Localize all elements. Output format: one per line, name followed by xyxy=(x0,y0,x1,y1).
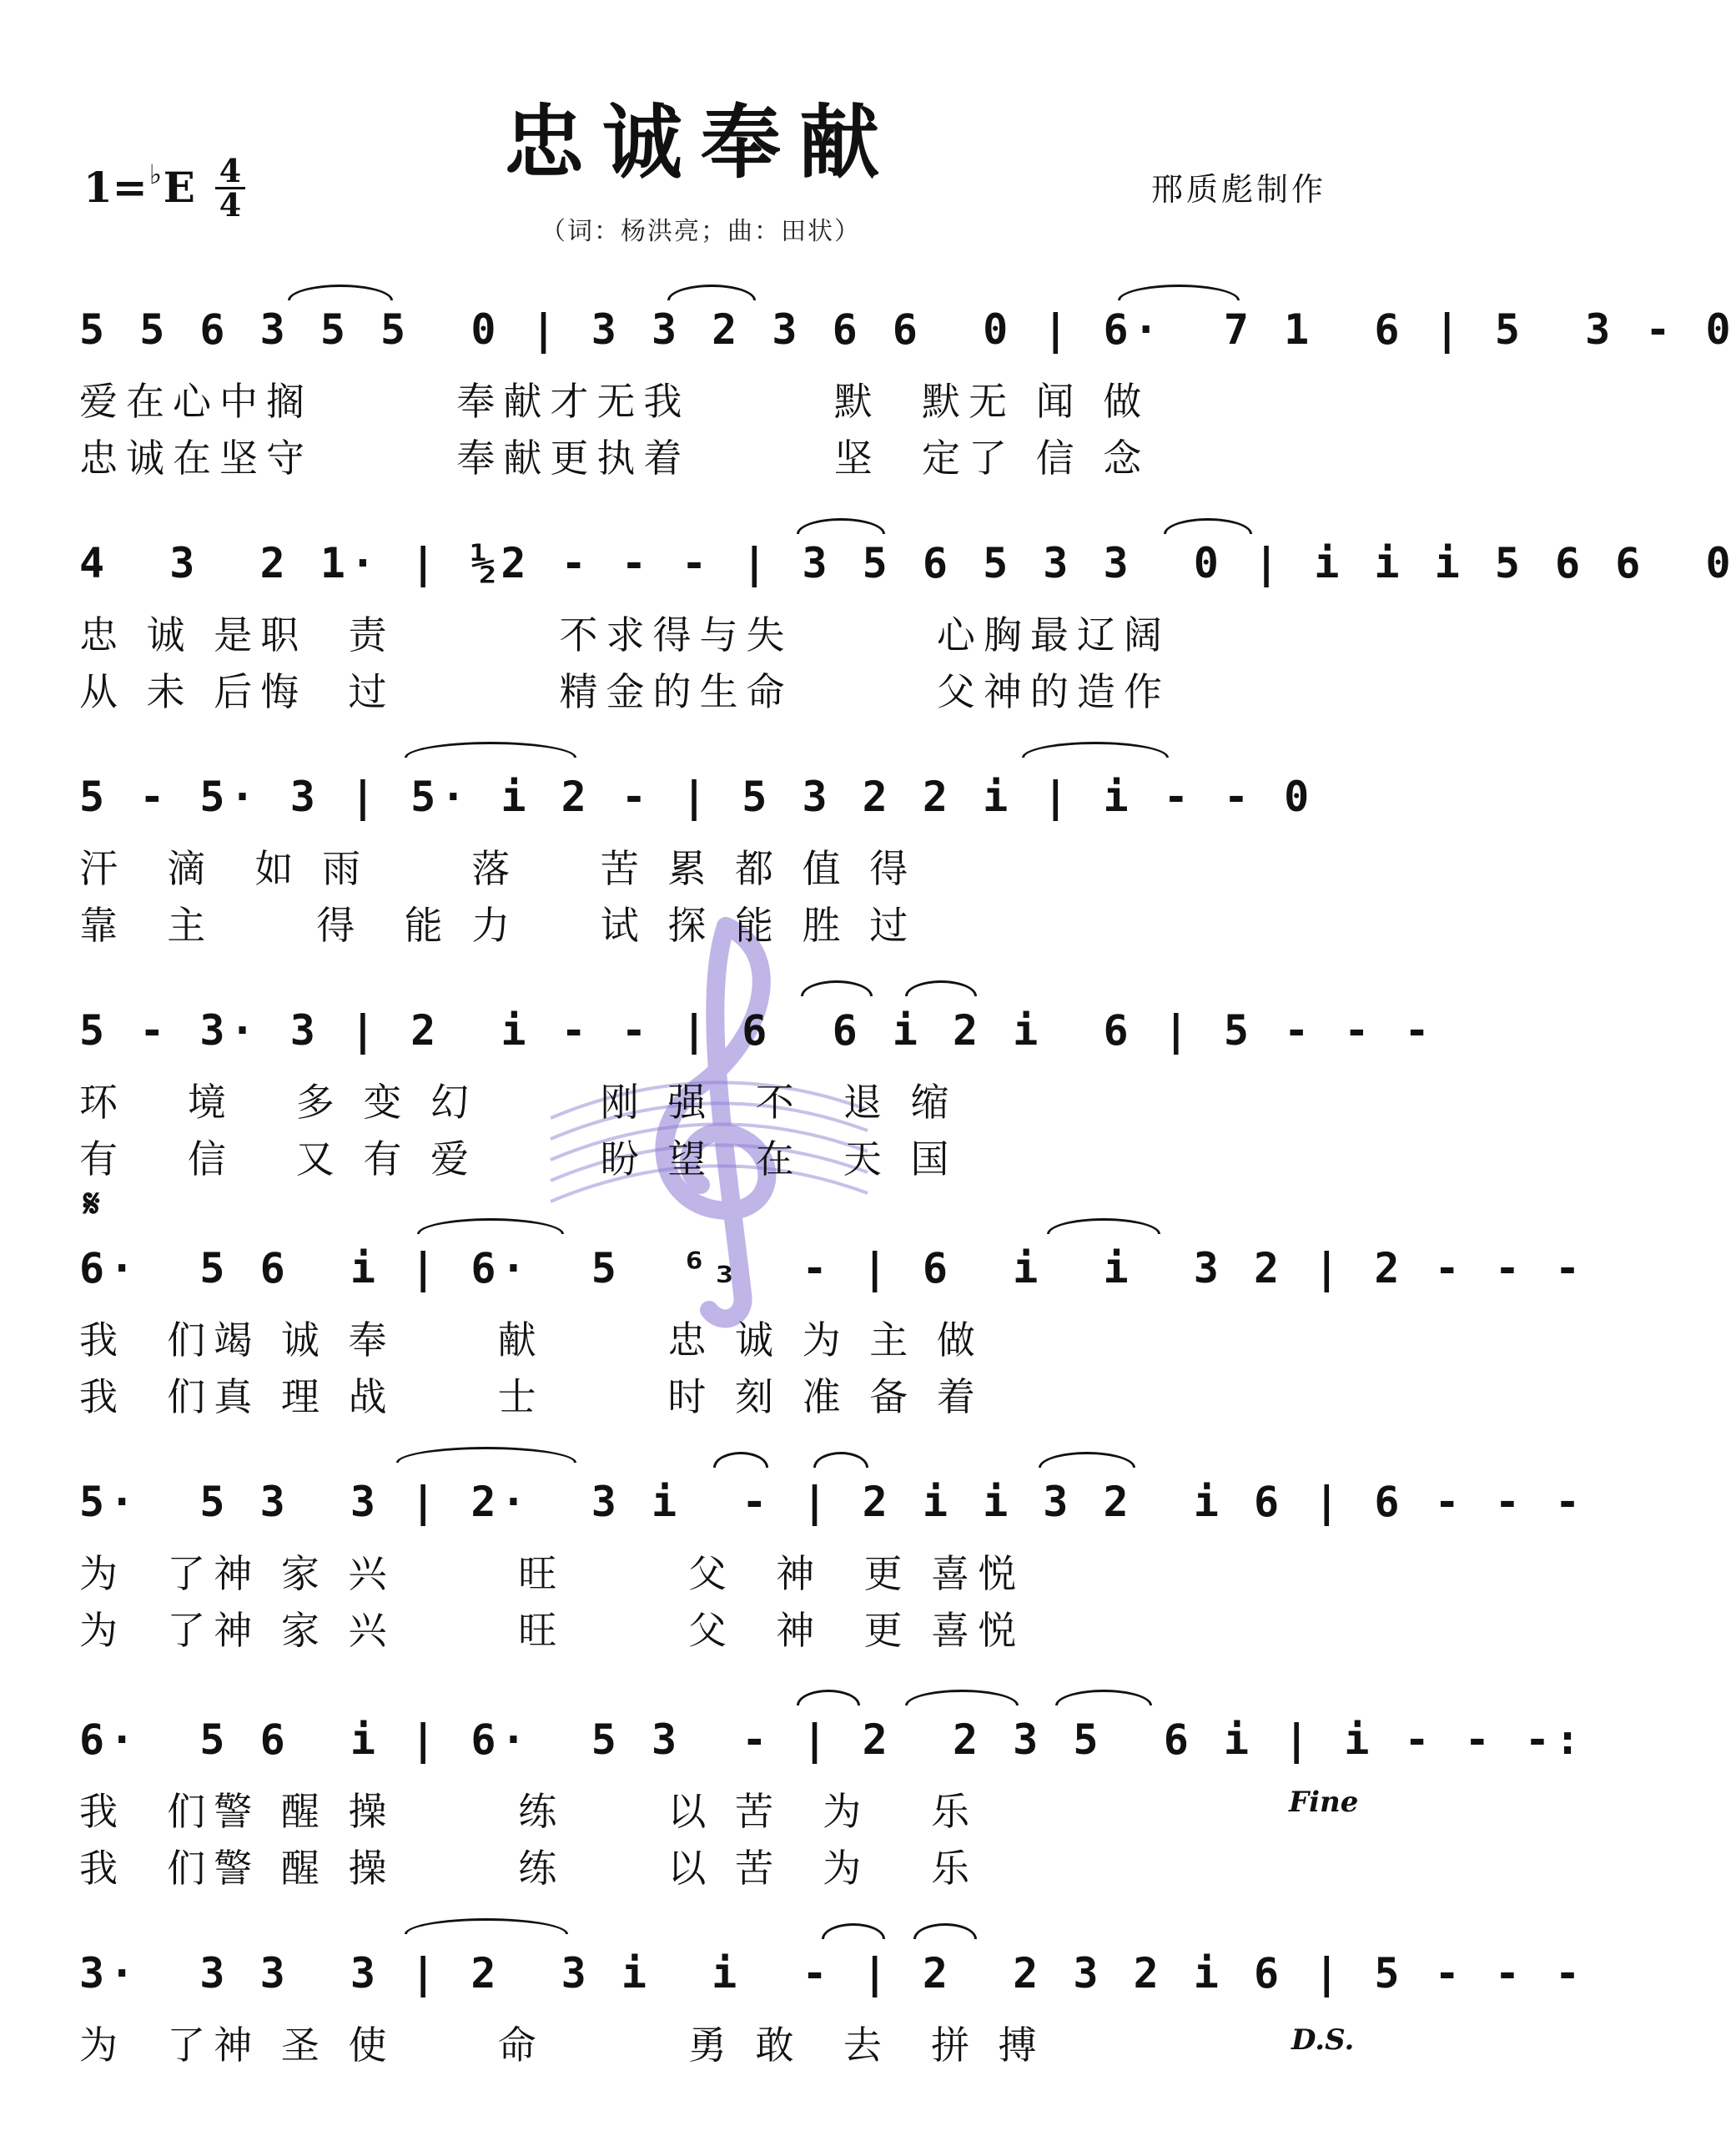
lyrics-verse-1: 我 们警 醒 操 练 以 苦 为 乐 xyxy=(79,1789,979,1834)
notation-line: 5 5 6 3 5 5 0 | 3 3 2 3 6 6 0 | 6· 7 1 6 | 5 3 - 0 xyxy=(79,305,1736,354)
lyrics-verse-1: 爱在心中搁 奉献才无我 默 默无 闻 做 xyxy=(79,379,1150,424)
key-note: E xyxy=(163,163,195,212)
slur xyxy=(1047,1218,1160,1234)
notation-line: 5 - 5· 3 | 5· i 2 - | 5 3 2 2 i | i - - 0 xyxy=(79,773,1315,821)
time-bottom: 4 xyxy=(219,186,242,224)
slur xyxy=(288,285,393,300)
key-prefix: 1= xyxy=(83,163,148,212)
slur xyxy=(1022,742,1169,758)
lyrics-verse-1: 为 了神 家 兴 旺 父 神 更 喜悦 xyxy=(79,1551,1025,1596)
lyrics-verse-1: 忠 诚 是职 责 不求得与失 心胸最辽阔 xyxy=(79,612,1170,657)
slur xyxy=(667,285,756,300)
notation-line: 3· 3 3 3 | 2 3 i i - | 2 2 3 2 i 6 | 5 - - - xyxy=(79,1949,1586,1997)
lyrics-verse-1: 环 境 多 变 幻 刚 强 不 退 缩 xyxy=(79,1080,958,1125)
lyrics-verse-2: 从 未 后悔 过 精金的生命 父神的造作 xyxy=(79,669,1170,714)
lyrics-verse-2: 有 信 又 有 爱 盼 望 在 天 国 xyxy=(79,1136,958,1181)
slur xyxy=(713,1452,768,1468)
lyrics-music-credits: （词：杨洪亮；曲：田状） xyxy=(541,217,861,246)
lyrics-verse-1: 为 了神 圣 使 命 勇 敢 去 拼 搏 xyxy=(79,2023,1045,2068)
notation-line: 4 3 2 1· | ½2 - - - | 3 5 6 5 3 3 0 | i i i 5 6 6 0 xyxy=(79,539,1736,587)
key-signature xyxy=(83,159,195,212)
slur xyxy=(1118,285,1240,300)
slur xyxy=(797,1690,860,1705)
slur xyxy=(1039,1452,1135,1468)
lyrics-verse-2: 我 们警 醒 操 练 以 苦 为 乐 xyxy=(79,1846,979,1891)
slur xyxy=(905,1690,1019,1705)
lyrics-verse-2: 为 了神 家 兴 旺 父 神 更 喜悦 xyxy=(79,1608,1025,1653)
slur xyxy=(1055,1690,1152,1705)
notation-line: 5· 5 3 3 | 2· 3 i - | 2 i i 3 2 i 6 | 6 - - - xyxy=(79,1478,1586,1526)
flat-icon: ♭ xyxy=(148,159,162,190)
lyrics-verse-2: 我 们真 理 战 士 时 刻 准 备 着 xyxy=(79,1374,984,1419)
maker-credit: 邢质彪制作 xyxy=(1150,171,1326,208)
lyrics-verse-2: 忠诚在坚守 奉献更执着 坚 定了 信 念 xyxy=(79,436,1150,481)
song-title: 忠诚奉献 xyxy=(504,95,898,189)
slur xyxy=(405,742,576,758)
lyrics-verse-2: 靠 主 得 能 力 试 探 能 胜 过 xyxy=(79,903,917,948)
lyrics-verse-1: 我 们竭 诚 奉 献 忠 诚 为 主 做 xyxy=(79,1317,984,1363)
notation-line: 5 - 3· 3 | 2 i - - | 6 6 i 2 i 6 | 5 - - - xyxy=(79,1006,1435,1055)
slur xyxy=(797,518,885,534)
time-top: 4 xyxy=(215,155,245,189)
notation-line: 6· 5 6 i | 6· 5 3 - | 2 2 3 5 6 i | i - - -: xyxy=(79,1715,1586,1764)
ds-marking: D.S. xyxy=(1291,2023,1355,2057)
lyrics-verse-1: 汗 滴 如 雨 落 苦 累 都 值 得 xyxy=(79,846,917,891)
slur xyxy=(396,1447,576,1463)
fine-marking: Fine xyxy=(1289,1786,1359,1819)
segno-sign: 𝄋 xyxy=(83,1181,100,1226)
slur xyxy=(822,1923,885,1939)
slur xyxy=(913,1923,977,1939)
slur xyxy=(405,1918,568,1934)
notation-line: 6· 5 6 i | 6· 5 ⁶₃ - | 6 i i 3 2 | 2 - - - xyxy=(79,1244,1586,1292)
slur xyxy=(905,980,977,996)
slur xyxy=(1164,518,1252,534)
slur xyxy=(813,1452,868,1468)
